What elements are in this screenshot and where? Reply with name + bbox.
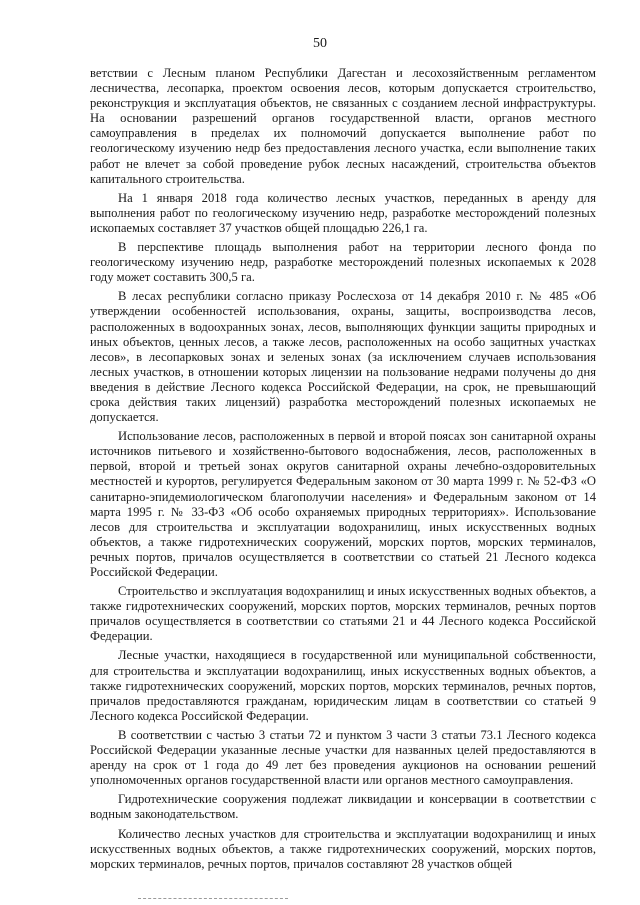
paragraph: ветствии с Лесным планом Республики Дагестан и лесохозяйственным регламентом лесничества, лесопарка, проектом освоения лесов, которым допускается строительство, реконструкция и эксплуатация объектов, не связанных с созданием лесной инфраструктуры. На основании разрешений органов государственной власти, органов местного самоуправления в пределах их полномочий допускается выполнение работ по геологическому изучению недр без предоставления лесного участка, если выполнение таких работ не влечет за собой проведение рубок лесных насаждений, строительства объектов капитального строительства. <box>90 66 596 186</box>
paragraph: Гидротехнические сооружения подлежат ликвидации и консервации в соответствии с водным законодательством. <box>90 792 596 822</box>
scan-artifact-line <box>138 898 288 899</box>
paragraph: В лесах республики согласно приказу Рослесхоза от 14 декабря 2010 г. № 485 «Об утверждении особенностей использования, охраны, защиты, воспроизводства лесов, расположенных в водоохранных зонах, лесов, выполняющих функции защиты природных и иных объектов, ценных лесов, а также лесов, расположенных на особо защитных участках лесов», в лесопарковых зонах и зеленых зонах (за исключением случаев использования лесных участков, в отношении которых лицензии на пользование недрами получены до дня введения в действие Лесного кодекса Российской Федерации, на срок, не превышающий срока действия таких лицензий) разработка месторождений полезных ископаемых не допускается. <box>90 289 596 425</box>
paragraph: В перспективе площадь выполнения работ на территории лесного фонда по геологическому изучению недр, разработке месторождений полезных ископаемых к 2028 году может составить 300,5 га. <box>90 240 596 285</box>
paragraph: Лесные участки, находящиеся в государственной или муниципальной собственности, для строительства и эксплуатации водохранилищ, иных искусственных водных объектов, а также гидротехнических сооружений, морских портов, морских терминалов, речных портов, причалов предоставляются гражданам, юридическим лицам в соответствии со статьей 9 Лесного кодекса Российской Федерации. <box>90 648 596 723</box>
paragraph: Использование лесов, расположенных в первой и второй поясах зон санитарной охраны источников питьевого и хозяйственно-бытового водоснабжения, лесов, расположенных в первой, второй и третьей зонах округов санитарной охраны лечебно-оздоровительных местностей и курортов, регулируется Федеральным законом от 30 марта 1999 г. № 52-ФЗ «О санитарно-эпидемиологическом благополучии населения» и Федеральным законом от 14 марта 1995 г. № 33-ФЗ «Об особо охраняемых природных территориях». Использование лесов для строительства и эксплуатации водохранилищ, иных искусственных водных объектов, а также гидротехнических сооружений, морских портов, морских терминалов, речных портов, причалов осуществляется в соответствии со статьей 21 Лесного кодекса Российской Федерации. <box>90 429 596 579</box>
document-body <box>90 66 596 872</box>
paragraph: На 1 января 2018 года количество лесных участков, переданных в аренду для выполнения работ по геологическому изучению недр, разработке месторождений полезных ископаемых составляет 37 участков общей площадью 226,1 га. <box>90 190 596 235</box>
paragraph: Строительство и эксплуатация водохранилищ и иных искусственных водных объектов, а также гидротехнических сооружений, морских портов, морских терминалов, речных портов причалов осуществляется в соответствии со статьями 21 и 44 Лесного кодекса Российской Федерации. <box>90 584 596 644</box>
paragraph: Количество лесных участков для строительства и эксплуатации водохранилищ и иных искусственных водных объектов, а также гидротехнических сооружений, морских портов, морских терминалов, речных портов, причалов составляют 28 участков общей <box>90 826 596 871</box>
paragraph: В соответствии с частью 3 статьи 72 и пунктом 3 части 3 статьи 73.1 Лесного кодекса Российской Федерации указанные лесные участки для названных целей предоставляются в аренду на срок от 1 года до 49 лет без проведения аукционов на основании решений уполномоченных органов государственной власти или органов местного самоуправления. <box>90 727 596 788</box>
page-number: 50 <box>313 36 327 51</box>
